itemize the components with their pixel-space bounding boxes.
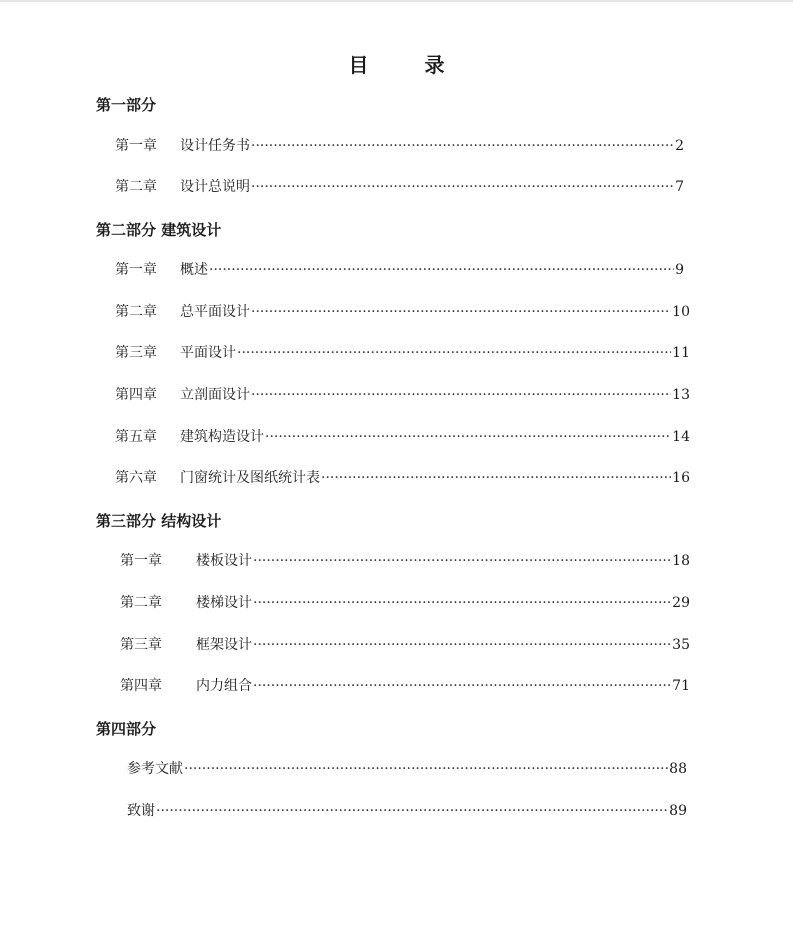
- toc-entry-name: 概述: [180, 262, 208, 278]
- toc-chapter: 第二章: [120, 595, 162, 611]
- toc-page-number: 88: [669, 761, 687, 777]
- toc-entry[interactable]: [115, 136, 684, 156]
- toc-entry[interactable]: [115, 385, 690, 405]
- toc-leader-dots: [209, 260, 674, 280]
- part-heading-4: 第四部分: [96, 720, 157, 738]
- toc-page-number: 9: [675, 262, 684, 278]
- toc-page-number: 13: [672, 387, 690, 403]
- toc-entry-name: 设计任务书: [180, 138, 250, 154]
- toc-leader-dots: [184, 759, 668, 779]
- toc-leader-dots: [156, 801, 668, 821]
- toc-page-number: 7: [675, 179, 684, 195]
- toc-leader-dots: [251, 136, 674, 156]
- toc-entry[interactable]: [120, 635, 690, 655]
- toc-leader-dots: [253, 635, 671, 655]
- toc-entry-name: 总平面设计: [180, 304, 250, 320]
- toc-chapter: 第六章: [115, 470, 157, 486]
- toc-leader-dots: [253, 593, 671, 613]
- title-char-2: 录: [424, 53, 445, 77]
- toc-chapter: 第四章: [120, 678, 162, 694]
- toc-entry-name: 门窗统计及图纸统计表: [180, 470, 320, 486]
- toc-page-number: 16: [672, 470, 690, 486]
- toc-chapter: 第三章: [115, 345, 157, 361]
- toc-entry[interactable]: [115, 302, 690, 322]
- title-char-1: 目: [348, 53, 369, 77]
- part-heading-1: 第一部分: [96, 96, 157, 114]
- toc-entry[interactable]: [120, 551, 690, 571]
- toc-chapter: 第一章: [120, 553, 162, 569]
- toc-leader-dots: [251, 302, 671, 322]
- toc-entry[interactable]: [115, 427, 690, 447]
- toc-entry[interactable]: [120, 676, 690, 696]
- toc-chapter: 第一章: [115, 262, 157, 278]
- toc-leader-dots: [253, 551, 671, 571]
- toc-page-number: 89: [669, 803, 687, 819]
- toc-entry-name: 平面设计: [180, 345, 236, 361]
- toc-entry-name: 立剖面设计: [180, 387, 250, 403]
- toc-entry-name: 楼梯设计: [196, 595, 252, 611]
- part-heading-2: 第二部分 建筑设计: [96, 221, 222, 239]
- top-border-line: [0, 0, 793, 2]
- toc-chapter: 第四章: [115, 387, 157, 403]
- toc-page-number: 71: [672, 678, 690, 694]
- toc-entry-name: 楼板设计: [196, 553, 252, 569]
- toc-entry-name: 致谢: [127, 803, 155, 819]
- toc-entry-name: 内力组合: [196, 678, 252, 694]
- toc-entry-name: 参考文献: [127, 761, 183, 777]
- toc-entry[interactable]: [115, 468, 690, 488]
- toc-entry[interactable]: [115, 177, 684, 197]
- toc-leader-dots: [321, 468, 671, 488]
- toc-entry-name: 建筑构造设计: [180, 429, 264, 445]
- toc-entry[interactable]: [127, 801, 687, 821]
- toc-page-number: 14: [672, 429, 690, 445]
- toc-entry[interactable]: [127, 759, 687, 779]
- toc-page-number: 29: [672, 595, 690, 611]
- toc-page-number: 35: [672, 637, 690, 653]
- toc-page-number: 18: [672, 553, 690, 569]
- toc-page-number: 10: [672, 304, 690, 320]
- toc-chapter: 第二章: [115, 304, 157, 320]
- part-heading-3: 第三部分 结构设计: [96, 512, 222, 530]
- toc-chapter: 第五章: [115, 429, 157, 445]
- toc-page-number: 11: [672, 345, 690, 361]
- toc-leader-dots: [251, 385, 671, 405]
- toc-chapter: 第二章: [115, 179, 157, 195]
- toc-entry-name: 设计总说明: [180, 179, 250, 195]
- toc-leader-dots: [265, 427, 671, 447]
- toc-chapter: 第一章: [115, 138, 157, 154]
- toc-leader-dots: [253, 676, 671, 696]
- toc-leader-dots: [237, 343, 671, 363]
- toc-leader-dots: [251, 177, 674, 197]
- toc-entry[interactable]: [115, 260, 684, 280]
- toc-chapter: 第三章: [120, 637, 162, 653]
- toc-entry[interactable]: [115, 343, 690, 363]
- toc-page-number: 2: [675, 138, 684, 154]
- toc-entry-name: 框架设计: [196, 637, 252, 653]
- toc-title: [0, 49, 793, 78]
- toc-entry[interactable]: [120, 593, 690, 613]
